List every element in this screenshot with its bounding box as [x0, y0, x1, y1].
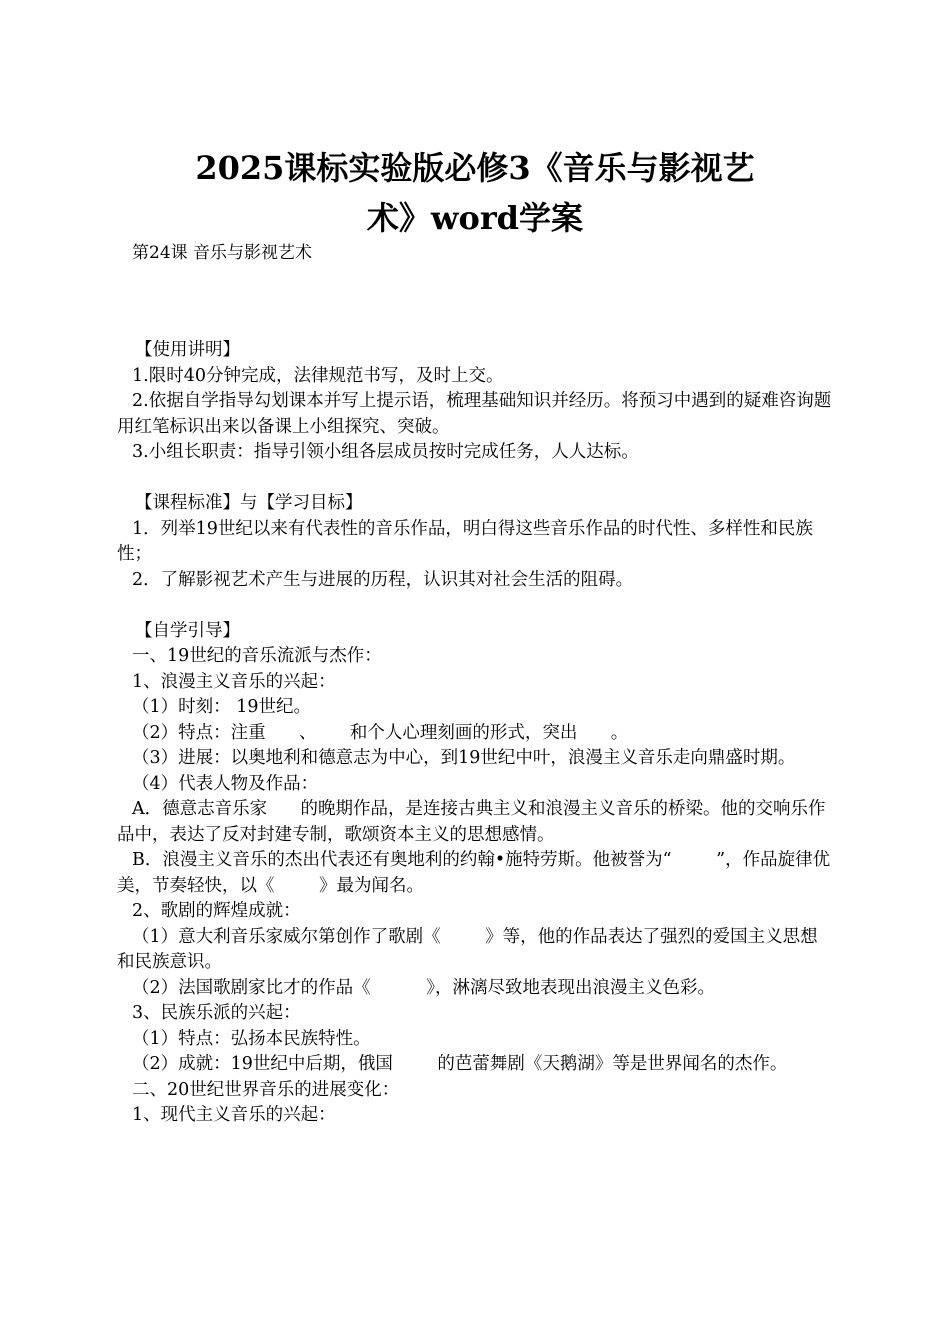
- doc-title-line2: 术》word学案: [366, 199, 584, 237]
- guide-line: 二、20世纪世界音乐的进展变化：: [132, 1079, 400, 1100]
- document-body: [117, 338, 833, 1129]
- guide-line: （1）意大利音乐家威尔第创作了歌剧《 》等，他的作品表达了强烈的爱国主义思想和民族意识。: [117, 926, 818, 972]
- guide-line: 1、浪漫主义音乐的兴起：: [132, 671, 336, 692]
- standards-item: 2．了解影视艺术产生与进展的历程，认识其对社会生活的阻碍。: [132, 569, 634, 590]
- standards-item: 1．列举19世纪以来有代表性的音乐作品，明白得这些音乐作品的时代性、多样性和民族性；: [117, 518, 813, 564]
- lesson-subtitle: 第24课 音乐与影视艺术: [132, 243, 313, 263]
- guide-line: （4）代表人物及作品：: [132, 773, 319, 794]
- usage-item: 3.小组长职责：指导引领小组各层成员按时完成任务，人人达标。: [132, 442, 639, 462]
- guide-line: A．德意志音乐家 的晚期作品，是连接古典主义和浪漫主义音乐的桥梁。他的交响乐作品中，表达了反对封建专制，歌颂资本主义的思想感情。: [117, 799, 826, 845]
- standards-heading: 【课程标准】与【学习目标】: [135, 493, 363, 513]
- guide-line: （3）进展：以奥地利和德意志为中心，到19世纪中叶，浪漫主义音乐走向鼎盛时期。: [132, 748, 796, 768]
- guide-line: 2、歌剧的辉煌成就：: [132, 901, 301, 921]
- usage-item: 1.限时40分钟完成，法律规范书写，及时上交。: [132, 365, 504, 386]
- doc-title-line1: 2025课标实验版必修3《音乐与影视艺: [195, 149, 755, 187]
- guide-line: （2）法国歌剧家比才的作品《 》，淋漓尽致地表现出浪漫主义色彩。: [132, 977, 716, 998]
- usage-heading: 【使用讲明】: [135, 340, 240, 360]
- guide-line: 3、民族乐派的兴起：: [132, 1003, 301, 1023]
- guide-line: （1）时刻： 19世纪。: [132, 697, 311, 717]
- guide-heading: 【自学引导】: [135, 620, 240, 641]
- guide-line: （1）特点：弘扬本民族特性。: [132, 1028, 371, 1049]
- guide-line: （2）特点：注重 、 和个人心理刻画的形式，突出 。: [132, 722, 629, 743]
- guide-line: 1、现代主义音乐的兴起：: [132, 1105, 336, 1125]
- guide-line: 一、19世纪的音乐流派与杰作：: [132, 646, 382, 666]
- spacer: [117, 593, 833, 619]
- spacer: [117, 466, 833, 492]
- guide-line: B．浪漫主义音乐的杰出代表还有奥地利的约翰•施特劳斯。他被誉为“ ”，作品旋律优美，节奏轻快，以《 》最为闻名。: [117, 850, 831, 896]
- usage-item: 2.依据自学指导勾划课本并写上提示语，梳理基础知识并经历。将预习中遇到的疑难咨询题用红笔标识出来以备课上小组探究、突破。: [117, 391, 832, 437]
- guide-line: （2）成就：19世纪中后期，俄国 的芭蕾舞剧《天鹅湖》等是世界闻名的杰作。: [132, 1054, 788, 1074]
